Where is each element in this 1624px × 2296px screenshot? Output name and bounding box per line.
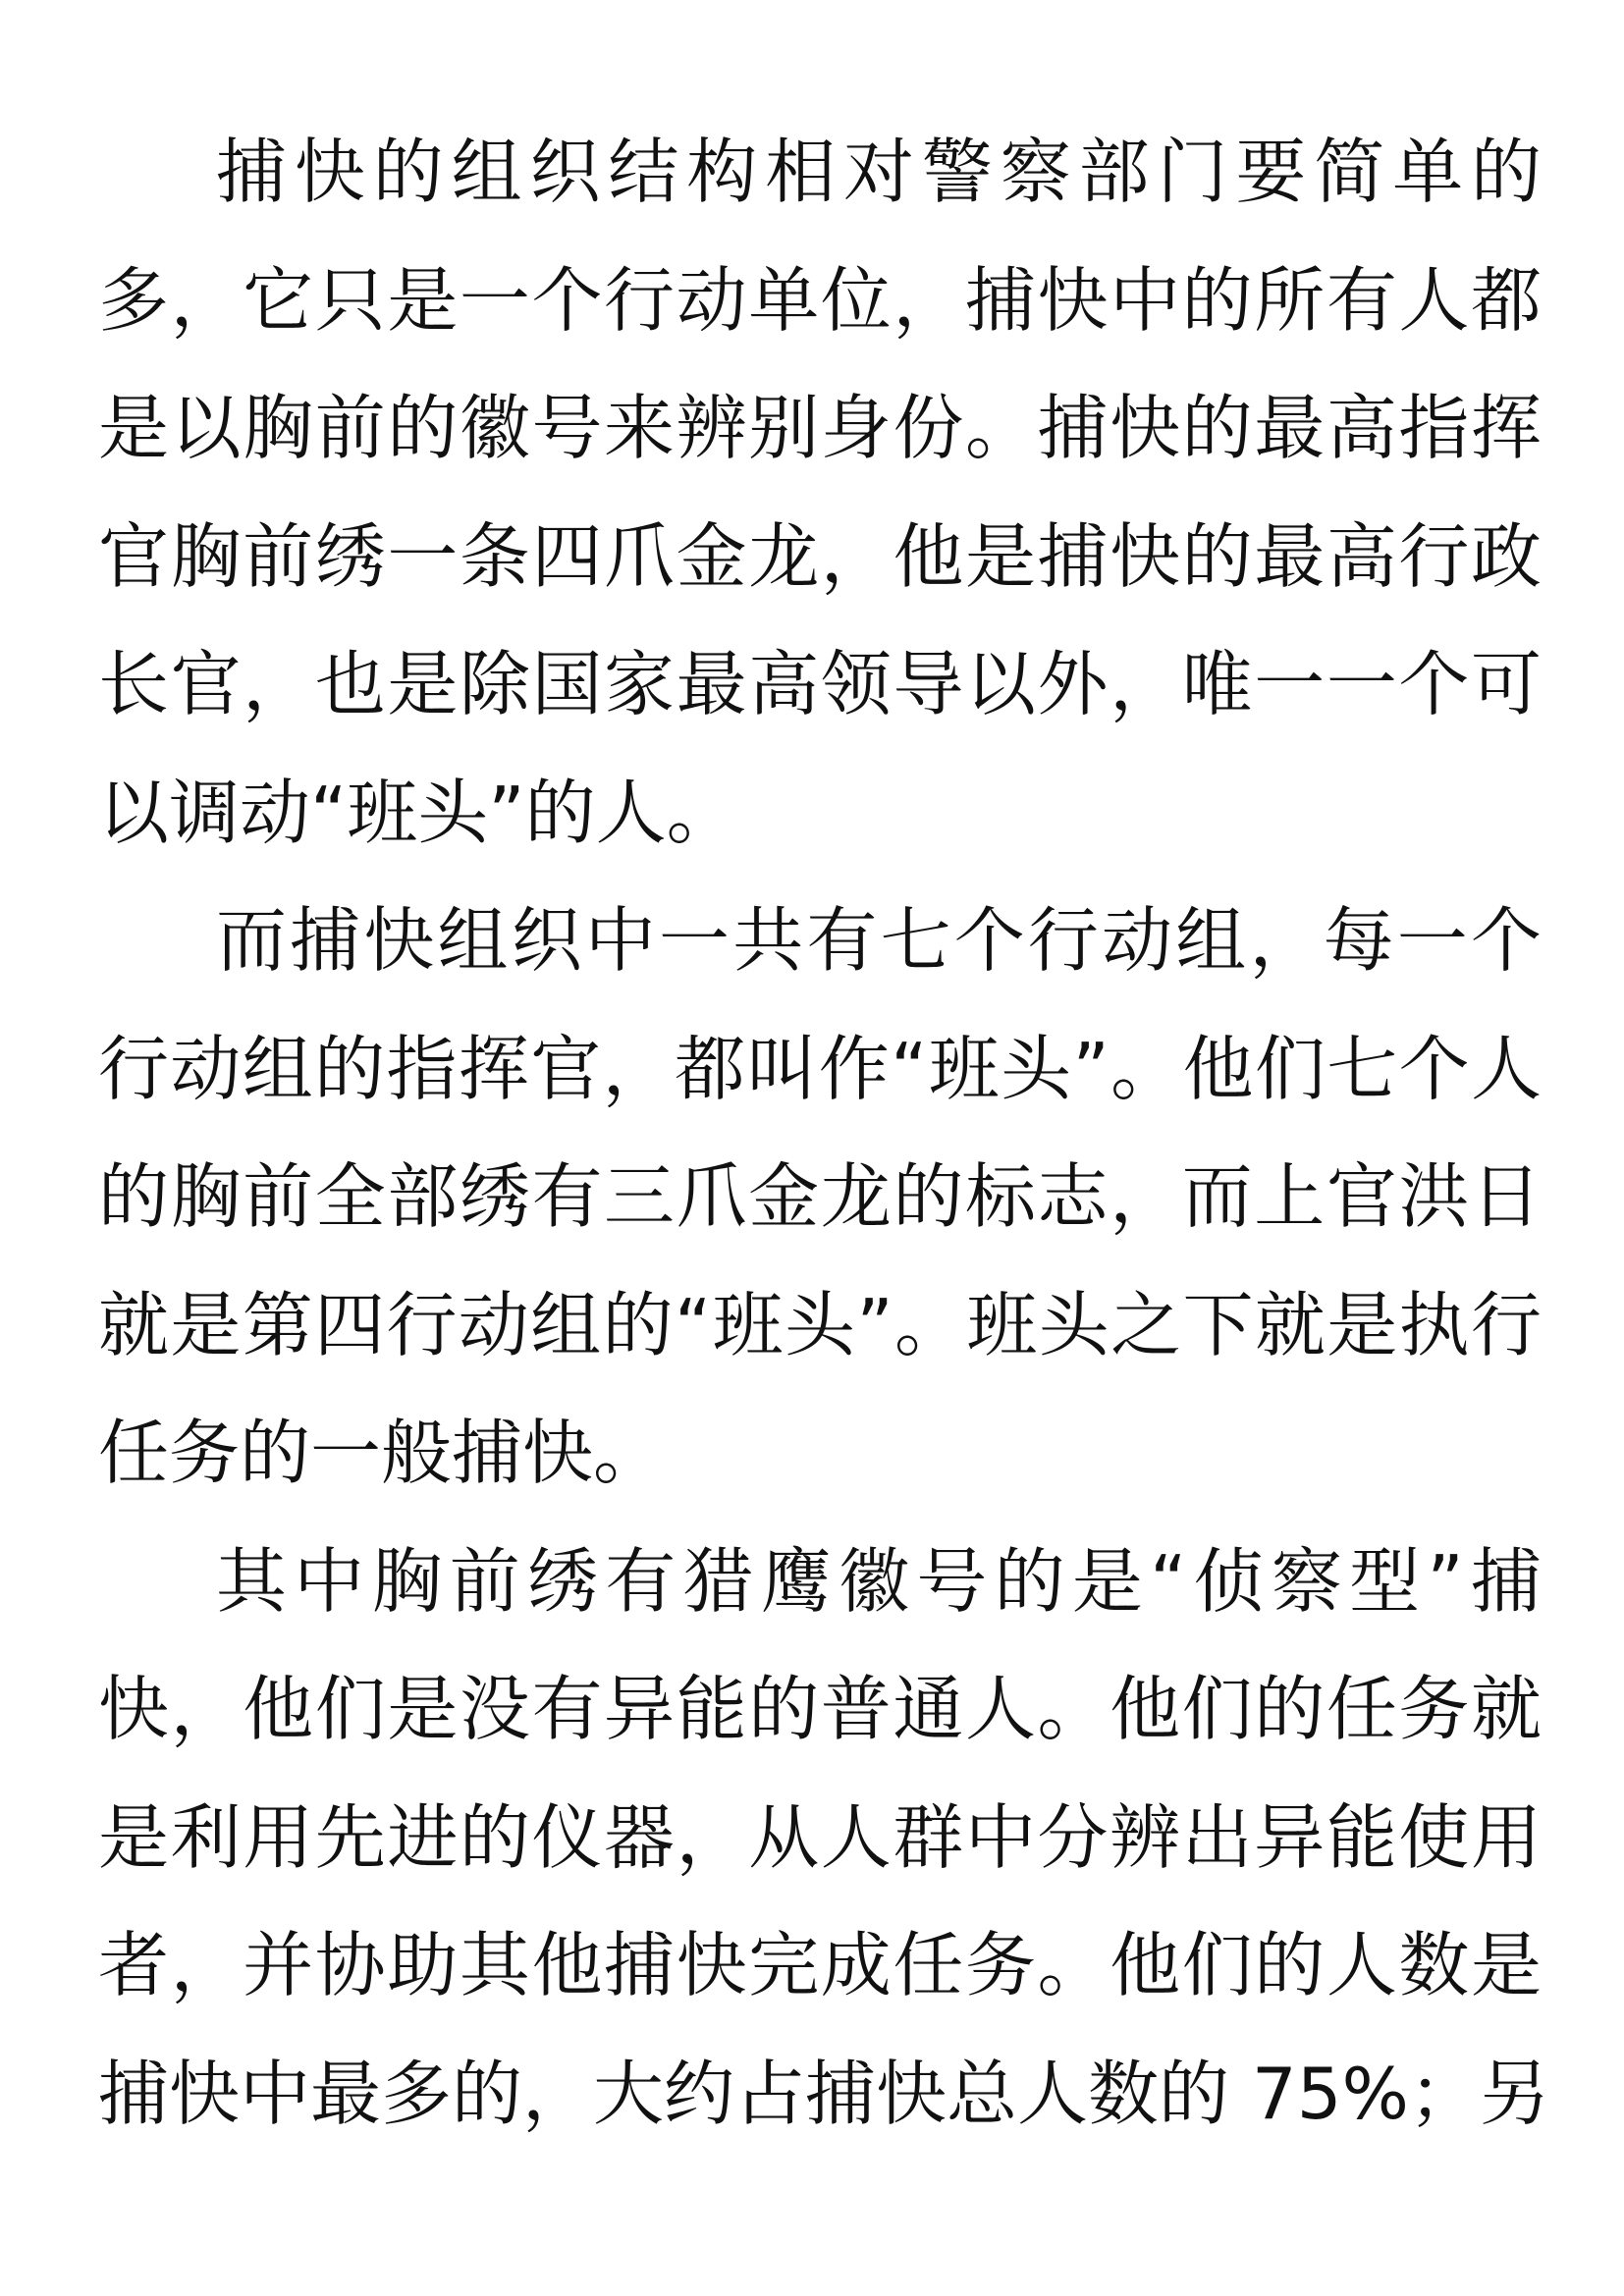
paragraph-2	[98, 877, 1542, 1518]
paragraph-line: 行动组的指挥官，都叫作“班头”。他们七个人	[98, 1027, 1542, 1110]
paragraph-line: 多，它只是一个行动单位，捕快中的所有人都	[98, 258, 1542, 342]
paragraph-line: 任务的一般捕快。	[98, 1412, 665, 1494]
paragraph-line: 而捕快组织中一共有七个行动组，每一个	[216, 899, 1542, 982]
paragraph-line: 长官，也是除国家最高领导以外，唯一一个可	[98, 643, 1542, 725]
paragraph-line: 是以胸前的徽号来辨别身份。捕快的最高指挥	[98, 387, 1542, 469]
paragraph-line: 捕快中最多的，大约占捕快总人数的 75%；另	[98, 2052, 1550, 2135]
paragraph-line: 其中胸前绣有猎鹰徽号的是“侦察型”捕	[216, 1539, 1542, 1623]
paragraph-1	[98, 108, 1542, 877]
paragraph-line: 的胸前全部绣有三爪金龙的标志，而上官洪日	[98, 1155, 1542, 1238]
paragraph-line: 是利用先进的仪器，从人群中分辨出异能使用	[98, 1795, 1542, 1879]
paragraph-3	[98, 1518, 1550, 2159]
paragraph-line: 者，并协助其他捕快完成任务。他们的人数是	[98, 1924, 1542, 2006]
paragraph-line: 官胸前绣一条四爪金龙，他是捕快的最高行政	[98, 514, 1542, 598]
paragraph-line: 快，他们是没有异能的普通人。他们的任务就	[98, 1668, 1542, 1750]
paragraph-line: 以调动“班头”的人。	[98, 771, 737, 854]
paragraph-line: 捕快的组织结构相对警察部门要简单的	[216, 131, 1542, 213]
body-text	[98, 108, 1550, 2158]
paragraph-line: 就是第四行动组的“班头”。班头之下就是执行	[98, 1283, 1542, 1366]
